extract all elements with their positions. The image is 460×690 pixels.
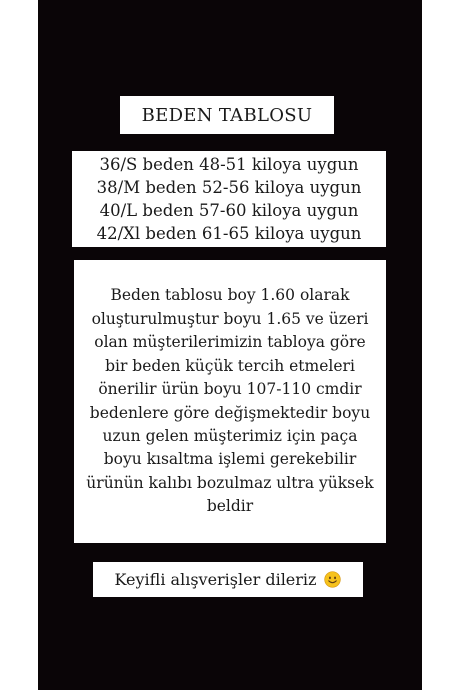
size-row-s: 36/S beden 48-51 kiloya uygun bbox=[99, 155, 359, 174]
size-row-l: 40/L beden 57-60 kiloya uygun bbox=[99, 201, 359, 220]
wish-text: Keyifli alışverişler dileriz bbox=[114, 570, 317, 589]
size-note-text: Beden tablosu boy 1.60 olarak oluşturulmuştur boyu 1.65 ve üzeri olan müşterilerimizin tabloya göre bir beden küçük tercih etmeleri önerilir ürün boyu 107-110 cmdir bedenlere göre değişmektedir boyu uzun gelen müşterimiz için paça boyu kısaltma işlemi gerekebilir ürünün kalıbı bozulmaz ultra yüksek beldir bbox=[86, 286, 374, 516]
size-chart-title-card bbox=[120, 96, 334, 134]
size-chart-title: BEDEN TABLOSU bbox=[141, 104, 313, 126]
size-row-xl: 42/Xl beden 61-65 kiloya uygun bbox=[96, 224, 362, 243]
size-row-m: 38/M beden 52-56 kiloya uygun bbox=[96, 178, 362, 197]
size-table-card bbox=[72, 151, 386, 247]
size-note-card bbox=[74, 260, 386, 543]
smiling-face-emoji-icon bbox=[324, 571, 341, 588]
wish-card bbox=[93, 562, 363, 597]
